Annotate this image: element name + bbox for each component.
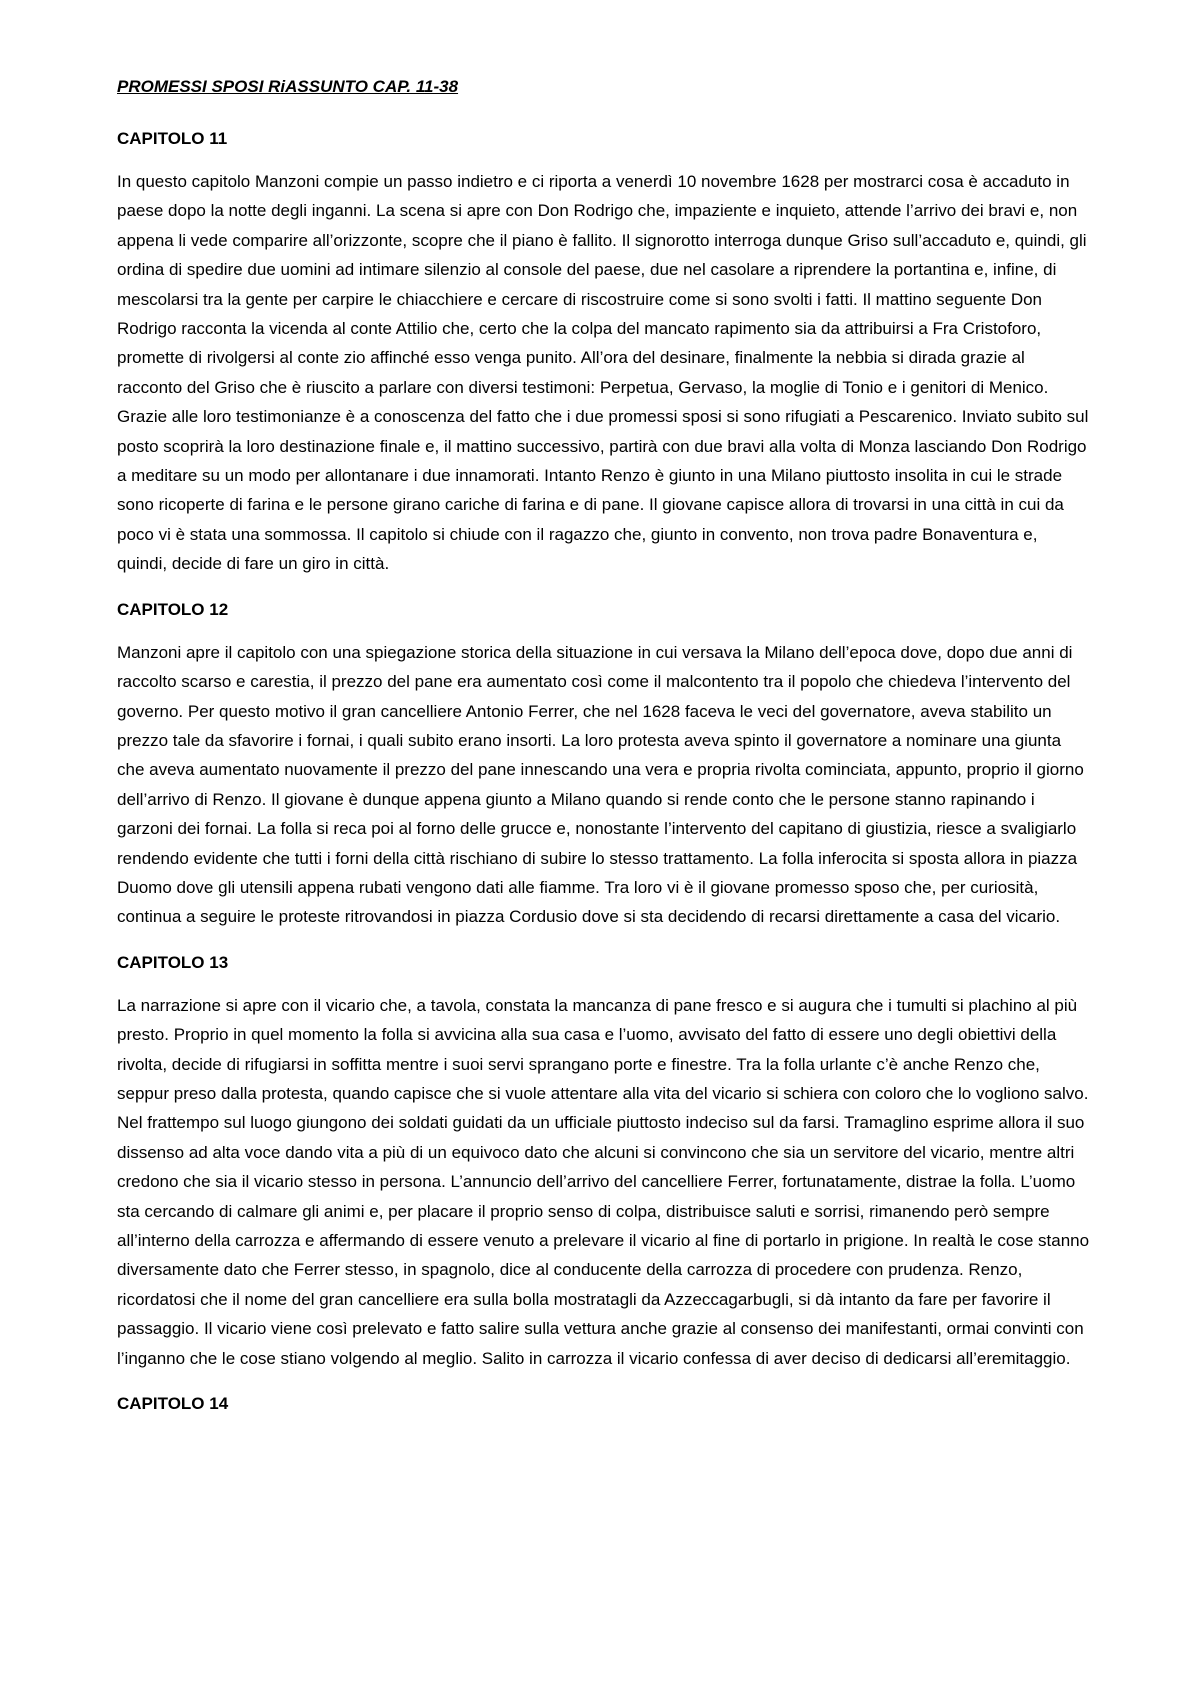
chapter-section — [117, 599, 1091, 932]
chapter-section — [117, 128, 1091, 579]
chapter-heading: CAPITOLO 14 — [117, 1394, 229, 1414]
chapter-paragraph: La narrazione si apre con il vicario che, a tavola, constata la mancanza di pane fresco e si augura che i tumulti si plachino al più presto. Proprio in quel momento la folla si avvicina alla sua casa e l’uomo, avvisato del fatto di essere uno degli obiettivi della rivolta, decide di rifugiarsi in soffitta mentre i suoi servi sprangano porte e finestre. Tra la folla urlante c’è anche Renzo che, seppur preso dalla protesta, quando capisce che si vuole attentare alla vita del vicario si schiera con coloro che lo vogliono salvo. Nel frattempo sul luogo giungono dei soldati guidati da un ufficiale piuttosto indeciso sul da farsi. Tramaglino esprime allora il suo dissenso ad alta voce dando vita a più di un equivoco dato che alcuni si convincono che sia un servitore del vicario, mentre altri credono che sia il vicario stesso in persona. L’annuncio dell’arrivo del cancelliere Ferrer, fortunatamente, distrae la folla. L’uomo sta cercando di calmare gli animi e, per placare il proprio senso di colpa, distribuisce saluti e sorrisi, rimanendo però sempre all’interno della carrozza e affermando di essere venuto a prelevare il vicario al fine di portarlo in prigione. In realtà le cose stanno diversamente dato che Ferrer stesso, in spagnolo, dice al conducente della carrozza di procedere con prudenza. Renzo, ricordatosi che il nome del gran cancelliere era sulla bolla mostratagli da Azzeccagarbugli, si dà intanto da fare per favorire il passaggio. Il vicario viene così prelevato e fatto salire sulla vettura anche grazie al consenso dei manifestanti, ormai convinti con l’inganno che le cose stiano volgendo al meglio. Salito in carrozza il vicario confessa di aver deciso di dedicarsi all’eremitaggio. — [117, 995, 1090, 1368]
chapter-paragraph: In questo capitolo Manzoni compie un passo indietro e ci riporta a venerdì 10 novembre 1628 per mostrarci cosa è accaduto in paese dopo la notte degli inganni. La scena si apre con Don Rodrigo che, impaziente e inquieto, attende l’arrivo dei bravi e, non appena li vede comparire all’orizzonte, scopre che il piano è fallito. Il signorotto interroga dunque Griso sull’accaduto e, quindi, gli ordina di spedire due uomini ad intimare silenzio al console del paese, due nel casolare a riprendere la portantina e, infine, di mescolarsi tra la gente per carpire le chiacchiere e cercare di riscostruire come si sono svolti i fatti. Il mattino seguente Don Rodrigo racconta la vicenda al conte Attilio che, certo che la colpa del mancato rapimento sia da attribuirsi a Fra Cristoforo, promette di rivolgersi al conte zio affinché esso venga punito. All’ora del desinare, finalmente la nebbia si dirada grazie al racconto del Griso che è riuscito a parlare con diversi testimoni: Perpetua, Gervaso, la moglie di Tonio e i genitori di Menico. Grazie alle loro testimonianze è a conoscenza del fatto che i due promessi sposi si sono rifugiati a Pescarenico. Inviato subito sul posto scoprirà la loro destinazione finale e, il mattino successivo, partirà con due bravi alla volta di Monza lasciando Don Rodrigo a meditare su un modo per allontanare i due innamorati. Intanto Renzo è giunto in una Milano piuttosto insolita in cui le strade sono ricoperte di farina e le persone girano cariche di farina e di pane. Il giovane capisce allora di trovarsi in una città in cui da poco vi è stata una sommossa. Il capitolo si chiude con il ragazzo che, giunto in convento, non trova padre Bonaventura e, quindi, decide di fare un giro in città. — [117, 172, 1089, 574]
document-title: PROMESSI SPOSI RiASSUNTO CAP. 11-38 — [117, 77, 459, 96]
chapter-heading: CAPITOLO 11 — [117, 129, 228, 148]
chapter-heading: CAPITOLO 12 — [117, 599, 229, 619]
chapter-section — [117, 1393, 1091, 1415]
chapter-section — [117, 952, 1091, 1373]
chapter-paragraph: Manzoni apre il capitolo con una spiegazione storica della situazione in cui versava la Milano dell’epoca dove, dopo due anni di raccolto scarso e carestia, il prezzo del pane era aumentato così come il malcontento tra il popolo che chiedeva l’intervento del governo. Per questo motivo il gran cancelliere Antonio Ferrer, che nel 1628 faceva le veci del governatore, aveva stabilito un prezzo tale da sfavorire i fornai, i quali subito erano insorti. La loro protesta aveva spinto il governatore a nominare una giunta che aveva aumentato nuovamente il prezzo del pane innescando una vera e propria rivolta cominciata, appunto, proprio il giorno dell’arrivo di Renzo. Il giovane è dunque appena giunto a Milano quando si rende conto che le persone stanno rapinando i garzoni dei fornai. La folla si reca poi al forno delle grucce e, nonostante l’intervento del capitano di giustizia, riesce a svaligiarlo rendendo evidente che tutti i forni della città rischiano di subire lo stesso trattamento. La folla inferocita si sposta allora in piazza Duomo dove gli utensili appena rubati vengono dati alle fiamme. Tra loro vi è il giovane promesso sposo che, per curiosità, continua a seguire le proteste ritrovandosi in piazza Cordusio dove si sta decidendo di recarsi direttamente a casa del vicario. — [117, 642, 1084, 927]
chapter-heading: CAPITOLO 13 — [117, 952, 229, 972]
document-page — [117, 76, 1091, 1432]
